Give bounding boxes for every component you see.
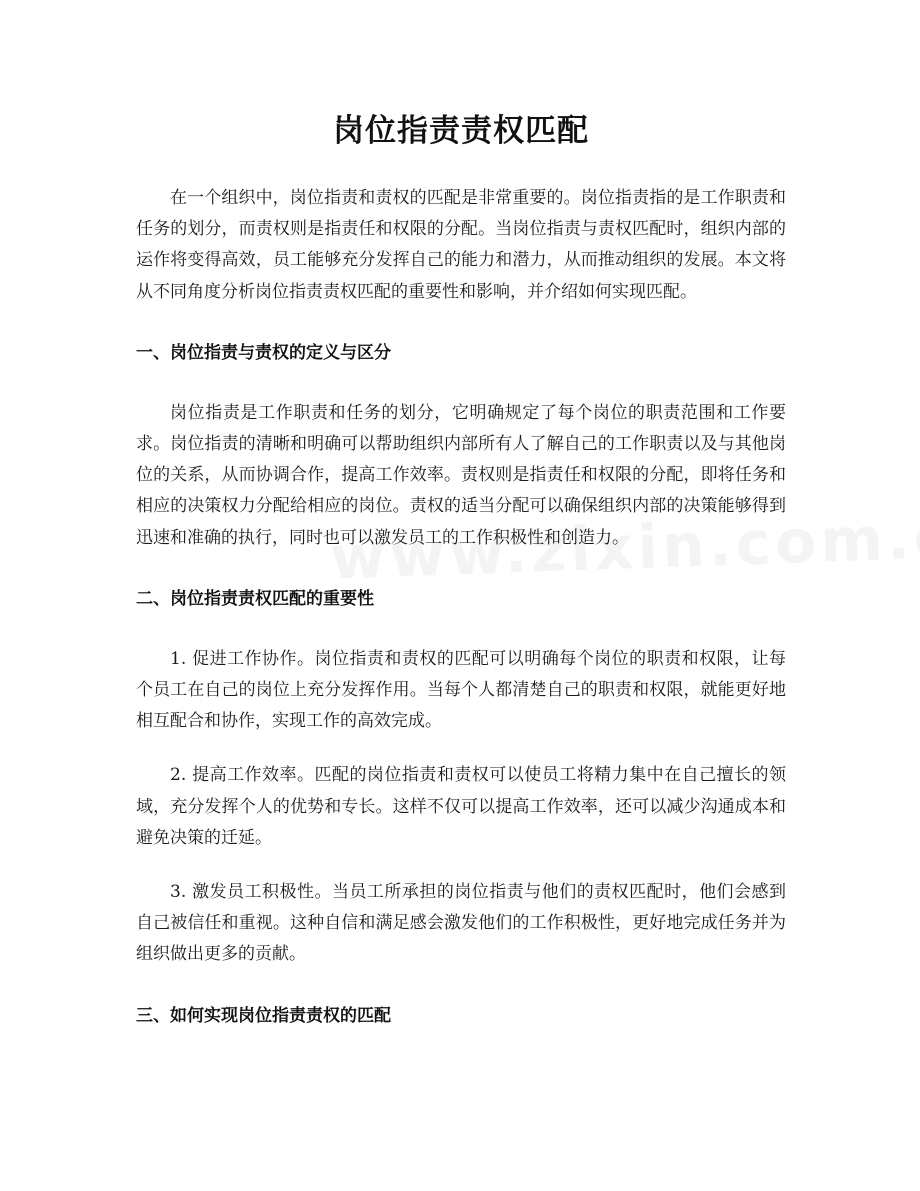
importance-item-efficiency: 2. 提高工作效率。匹配的岗位指责和责权可以使员工将精力集中在自己擅长的领域，充分发挥个人的优势和专长。这样不仅可以提高工作效率，还可以减少沟通成本和避免决策的迁延。: [136, 765, 786, 848]
importance-item-motivation: 3. 激发员工积极性。当员工所承担的岗位指责与他们的责权匹配时，他们会感到自己被信任和重视。这种自信和满足感会激发他们的工作积极性，更好地完成任务并为组织做出更多的贡献。: [136, 882, 786, 965]
section-heading-implementation: 三、如何实现岗位指责责权的匹配: [136, 1005, 391, 1026]
section-heading-definition: 一、岗位指责与责权的定义与区分: [136, 342, 391, 363]
section-heading-importance: 二、岗位指责责权匹配的重要性: [136, 588, 374, 609]
importance-item-collaboration: 1. 促进工作协作。岗位指责和责权的匹配可以明确每个岗位的职责和权限，让每个员工在自己的岗位上充分发挥作用。当每个人都清楚自己的职责和权限，就能更好地相互配合和协作，实现工作的高效完成。: [136, 648, 786, 732]
section-paragraph-definition: 岗位指责是工作职责和任务的划分，它明确规定了每个岗位的职责范围和工作要求。岗位指责的清晰和明确可以帮助组织内部所有人了解自己的工作职责以及与其他岗位的关系，从而协调合作，提高工作效率。责权则是指责任和权限的分配，即将任务和相应的决策权力分配给相应的岗位。责权的适当分配可以确保组织内部的决策能够得到迅速和准确的执行，同时也可以激发员工的工作积极性和创造力。: [136, 402, 786, 548]
document-title: 岗位指责责权匹配: [333, 113, 589, 149]
intro-paragraph: 在一个组织中，岗位指责和责权的匹配是非常重要的。岗位指责指的是工作职责和任务的划分，而责权则是指责任和权限的分配。当岗位指责与责权匹配时，组织内部的运作将变得高效，员工能够充分发挥自己的能力和潜力，从而推动组织的发展。本文将从不同角度分析岗位指责责权匹配的重要性和影响，并介绍如何实现匹配。: [136, 188, 786, 302]
document-body: [136, 108, 786, 1030]
